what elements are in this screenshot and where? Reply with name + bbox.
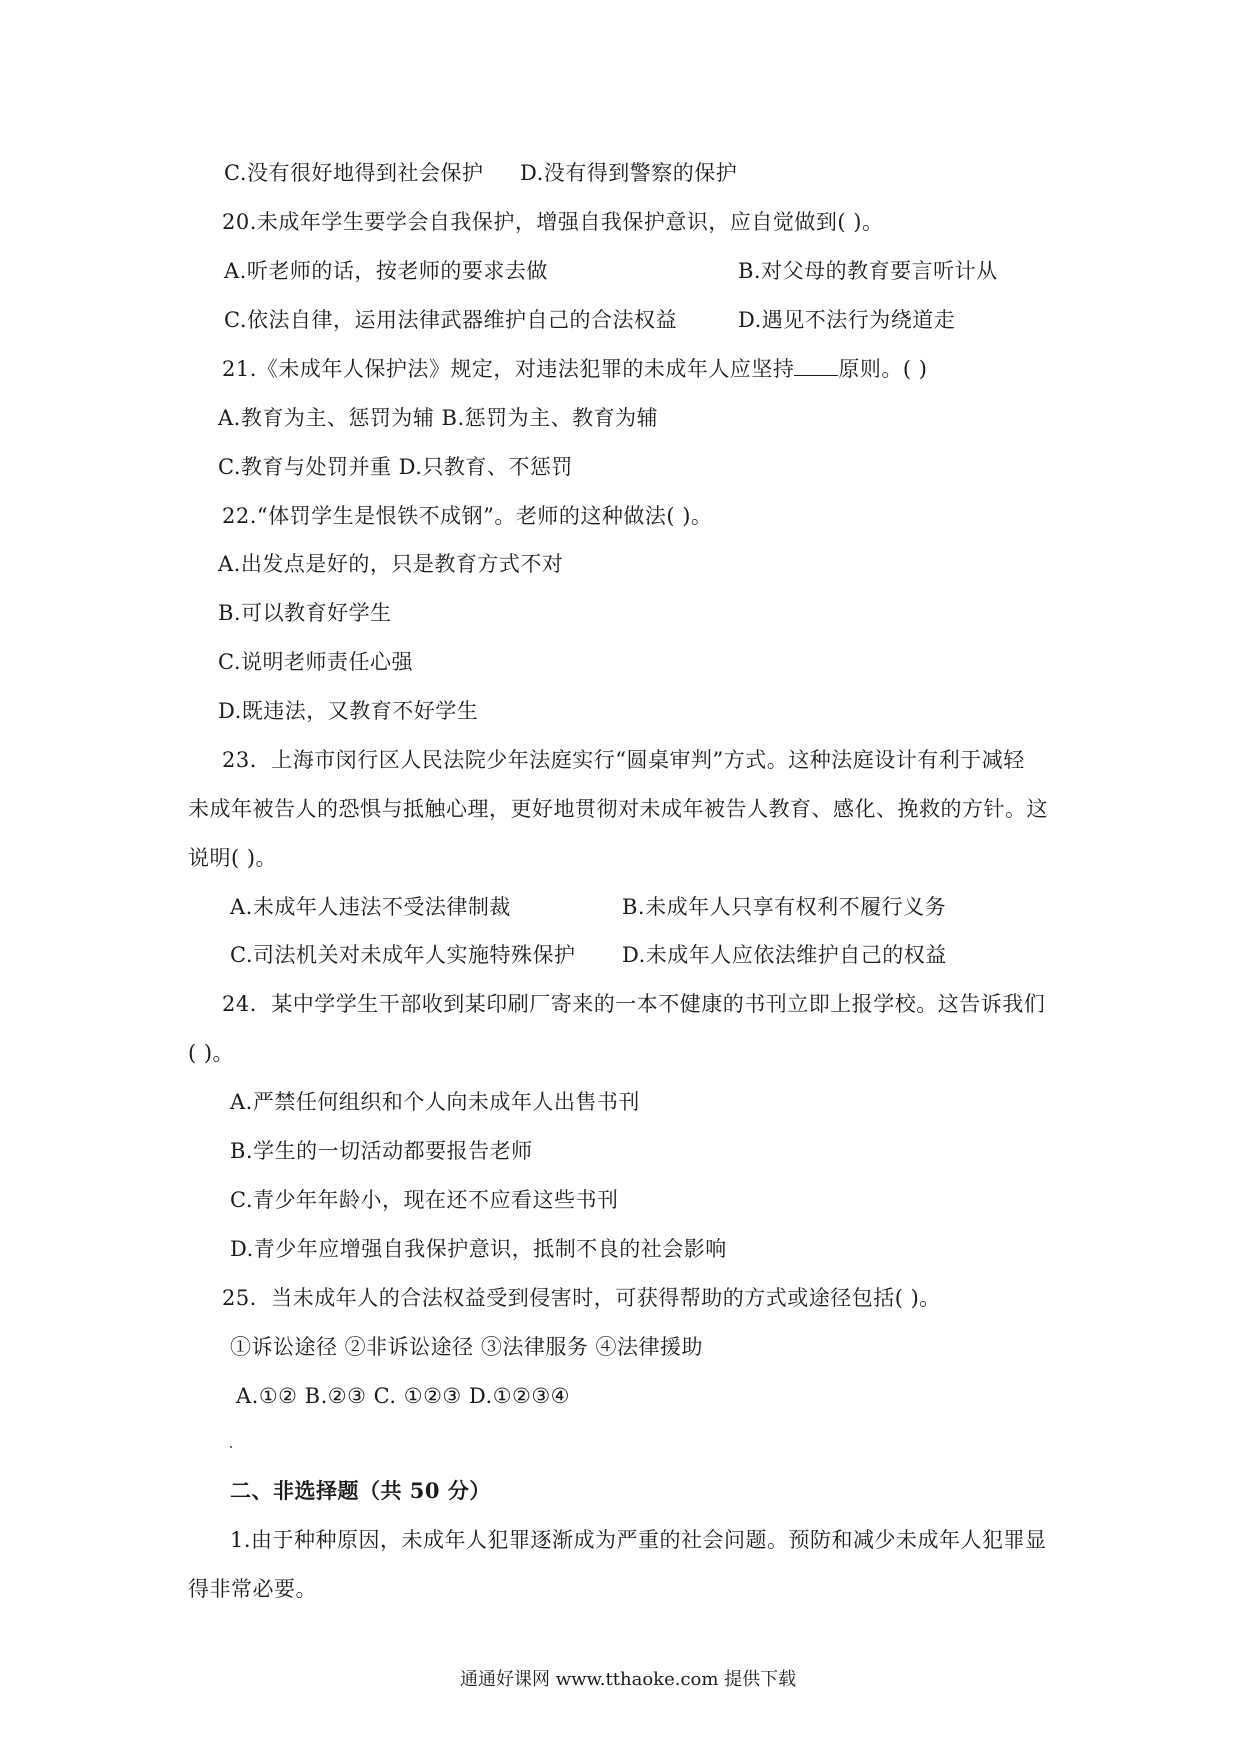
q25-options: A.①② B.②③ C. ①②③ D.①②③④ xyxy=(236,1384,570,1408)
q21-stem-before: 21.《未成年人保护法》规定，对违法犯罪的未成年人应坚持 xyxy=(222,357,795,381)
page-footer: 通通好课网 www.tthaoke.com 提供下载 xyxy=(460,1669,797,1690)
q23-option-d: D.未成年人应依法维护自己的权益 xyxy=(622,943,947,967)
section-2-title: 二、非选择题（共 50 分） xyxy=(230,1478,491,1503)
q22-option-b: B.可以教育好学生 xyxy=(218,601,392,625)
q21-blank xyxy=(794,357,838,376)
q25-stem: 25．当未成年人的合法权益受到侵害时，可获得帮助的方式或途径包括( )。 xyxy=(222,1286,941,1310)
q19-option-d: D.没有得到警察的保护 xyxy=(520,161,738,185)
q23-option-c: C.司法机关对未成年人实施特殊保护 xyxy=(230,943,576,967)
q24-option-a: A.严禁任何组织和个人向未成年人出售书刊 xyxy=(230,1090,640,1114)
section-2-q1-line-2: 得非常必要。 xyxy=(188,1577,317,1601)
q21-stem xyxy=(222,354,927,384)
section-2-q1-line-1: 1.由于种种原因，未成年人犯罪逐渐成为严重的社会问题。预防和减少未成年人犯罪显 xyxy=(230,1528,1047,1552)
q23-option-b: B.未成年人只享有权利不履行义务 xyxy=(622,895,947,919)
q20-option-b: B.对父母的教育要言听计从 xyxy=(738,259,998,283)
q20-option-d: D.遇见不法行为绕道走 xyxy=(738,308,956,332)
q24-option-d: D.青少年应增强自我保护意识，抵制不良的社会影响 xyxy=(230,1237,727,1261)
q24-line-1: 24．某中学学生干部收到某印刷厂寄来的一本不健康的书刊立即上报学校。这告诉我们 xyxy=(222,992,1046,1016)
q23-line-1: 23．上海市闵行区人民法院少年法庭实行“圆桌审判”方式。这种法庭设计有利于减轻 xyxy=(222,748,1025,772)
q24-line-2: ( )。 xyxy=(188,1041,235,1065)
q23-option-a: A.未成年人违法不受法律制裁 xyxy=(230,895,511,919)
q21-options-ab: A.教育为主、惩罚为辅 B.惩罚为主、教育为辅 xyxy=(218,406,659,430)
stray-mark xyxy=(230,1446,232,1448)
q20-option-c: C.依法自律，运用法律武器维护自己的合法权益 xyxy=(224,308,677,332)
q23-line-2: 未成年被告人的恐惧与抵触心理，更好地贯彻对未成年被告人教育、感化、挽救的方针。这 xyxy=(188,797,1048,821)
q23-line-3: 说明( )。 xyxy=(188,846,278,870)
q22-option-d: D.既违法，又教育不好学生 xyxy=(218,699,479,723)
q20-option-a: A.听老师的话，按老师的要求去做 xyxy=(224,259,548,283)
q21-options-cd: C.教育与处罚并重 D.只教育、不惩罚 xyxy=(218,455,573,479)
q24-option-c: C.青少年年龄小，现在还不应看这些书刊 xyxy=(230,1188,619,1212)
q24-option-b: B.学生的一切活动都要报告老师 xyxy=(230,1139,533,1163)
q22-option-c: C.说明老师责任心强 xyxy=(218,650,413,674)
q22-stem: 22.“体罚学生是恨铁不成钢”。老师的这种做法( )。 xyxy=(222,504,713,528)
q19-option-c: C.没有很好地得到社会保护 xyxy=(224,161,484,185)
q25-items: ①诉讼途径 ②非诉讼途径 ③法律服务 ④法律援助 xyxy=(230,1335,704,1359)
q22-option-a: A.出发点是好的，只是教育方式不对 xyxy=(218,552,564,576)
q21-stem-after: 原则。( ) xyxy=(838,357,928,381)
q20-stem: 20.未成年学生要学会自我保护，增强自我保护意识，应自觉做到( )。 xyxy=(222,210,884,234)
